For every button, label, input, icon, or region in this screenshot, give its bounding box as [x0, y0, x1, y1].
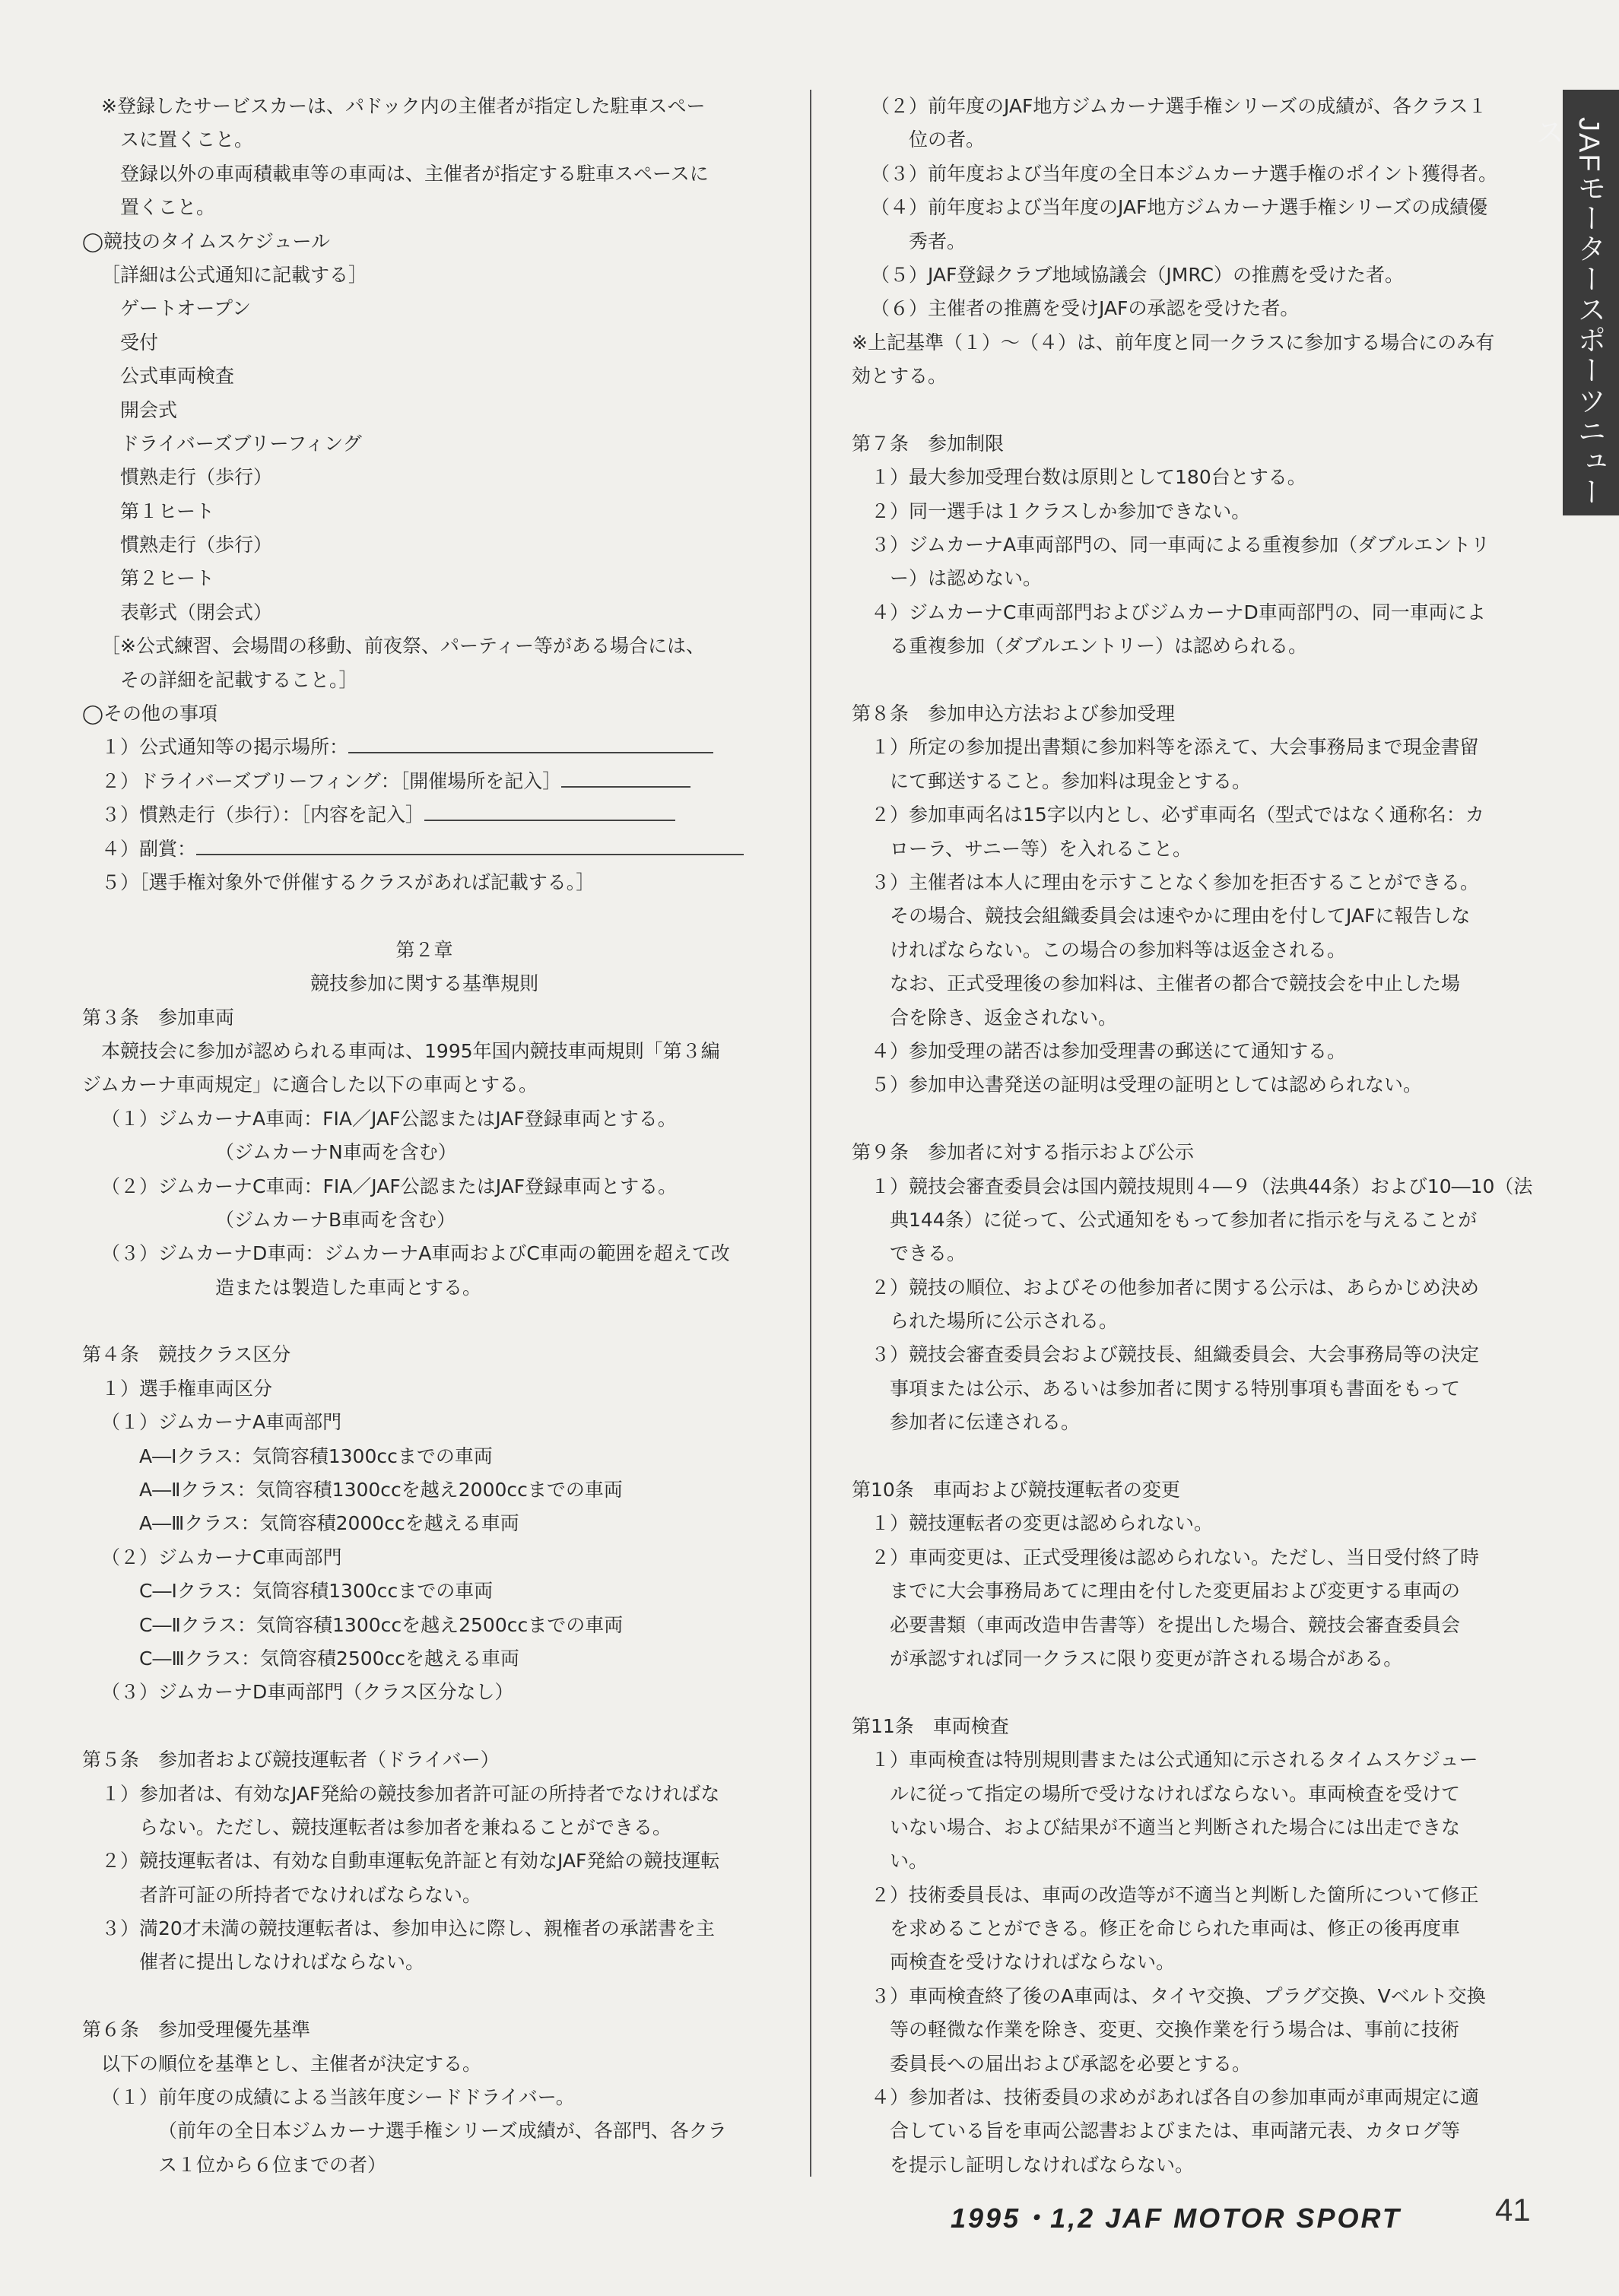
line-text: A―Ⅰクラス：気筒容積1300ccまでの車両 — [139, 1445, 493, 1467]
line-text: 第９条 参加者に対する指示および公示 — [852, 1141, 1195, 1164]
text-line — [82, 1507, 767, 1540]
text-line — [852, 697, 1529, 731]
line-text: ※上記基準（１）〜（４）は、前年度と同一クラスに参加する場合にのみ有 — [852, 331, 1495, 354]
line-text: 置くこと。 — [120, 196, 216, 219]
text-line — [82, 1372, 767, 1406]
text-line — [852, 562, 1529, 595]
blank-fill-line — [196, 832, 744, 855]
line-text: ［詳細は公式通知に記載する］ — [101, 263, 368, 286]
text-line — [82, 90, 767, 123]
text-line — [82, 461, 767, 494]
text-line — [82, 1575, 767, 1608]
line-text: られた場所に公示される。 — [890, 1310, 1119, 1333]
line-text: ［※公式練習、会場間の移動、前夜祭、パーティー等がある場合には、 — [101, 635, 705, 658]
text-line — [852, 1237, 1529, 1270]
paragraph-gap — [852, 1102, 1529, 1136]
line-text: いない場合、および結果が不適当と判断された場合には出走できな — [890, 1816, 1461, 1838]
line-text: （ジムカーナB車両を含む） — [215, 1208, 456, 1231]
line-text: 第８条 参加申込方法および参加受理 — [852, 702, 1176, 725]
line-text: （３）前年度および当年度の全日本ジムカーナ選手権のポイント獲得者。 — [871, 162, 1498, 185]
line-text: 本競技会に参加が認められる車両は、1995年国内競技車両規則「第３編 — [101, 1039, 720, 1062]
text-line — [852, 832, 1529, 866]
line-text: ２）ドライバーズブリーフィング：［開催場所を記入］ — [101, 769, 562, 792]
section-tab — [1531, 90, 1619, 515]
line-text: 位の者。 — [909, 128, 986, 151]
line-text: （３）ジムカーナD車両：ジムカーナA車両およびC車両の範囲を超えて改 — [101, 1242, 730, 1265]
text-line — [82, 562, 767, 595]
blank-fill-line — [348, 731, 713, 753]
line-text: い。 — [890, 1850, 929, 1873]
chapter-heading-line — [82, 934, 767, 967]
text-line — [852, 1980, 1529, 2013]
text-line — [852, 1305, 1529, 1338]
text-line — [82, 360, 767, 393]
line-text: １）選手権車両区分 — [101, 1377, 273, 1400]
text-line — [82, 1879, 767, 1912]
paragraph-gap — [82, 1305, 767, 1338]
line-text: １）公式通知等の掲示場所： — [101, 736, 349, 759]
line-text: 以下の順位を基準とし、主催者が決定する。 — [101, 2052, 482, 2075]
section-tab-label: JAFモータースポーツニュース — [1531, 117, 1605, 508]
text-line — [82, 1541, 767, 1575]
text-line — [852, 1473, 1529, 1507]
line-text: ２）競技の順位、およびその他参加者に関する公示は、あらかじめ決め — [871, 1276, 1480, 1299]
line-text: 等の軽微な作業を除き、変更、交換作業を行う場合は、事前に技術 — [890, 2019, 1460, 2041]
text-line — [852, 1068, 1529, 1102]
text-line — [852, 1507, 1529, 1540]
text-line — [852, 967, 1529, 1001]
text-line — [82, 427, 767, 461]
text-line — [82, 1811, 767, 1844]
paragraph-gap — [82, 1980, 767, 2013]
line-text: ２）同一選手は１クラスしか参加できない。 — [871, 499, 1251, 522]
line-text: 効とする。 — [852, 365, 948, 388]
line-text: A―Ⅲクラス：気筒容積2000ccを越える車両 — [139, 1512, 519, 1535]
line-text: ３）慣熟走行（歩行）：［内容を記入］ — [101, 804, 425, 826]
text-line — [852, 1271, 1529, 1305]
line-text: 競技参加に関する基準規則 — [310, 972, 538, 995]
text-line — [852, 123, 1529, 157]
text-line — [82, 1473, 767, 1507]
line-text: ジムカーナ車両規定」に適合した以下の車両とする。 — [82, 1073, 538, 1096]
text-line — [852, 1777, 1529, 1811]
text-line — [852, 157, 1529, 191]
text-line — [82, 1946, 767, 1979]
text-line — [82, 1440, 767, 1473]
line-text: （５）JAF登録クラブ地域協議会（JMRC）の推薦を受けた者。 — [871, 263, 1404, 286]
line-text: 慣熟走行（歩行） — [120, 466, 273, 489]
line-text: 受付 — [120, 331, 159, 354]
line-text: ス１位から６位までの者） — [158, 2153, 387, 2176]
line-text: （１）ジムカーナA車両部門 — [101, 1411, 342, 1434]
text-line — [852, 360, 1529, 393]
line-text: 登録以外の車両積載車等の車両は、主催者が指定する駐車スペースに — [120, 162, 709, 185]
text-line — [82, 629, 767, 663]
line-text: ローラ、サニー等）を入れること。 — [890, 837, 1192, 860]
text-line — [82, 292, 767, 325]
text-line — [852, 427, 1529, 461]
line-text: ゲートオープン — [120, 297, 252, 320]
line-text: 第10条 車両および競技運転者の変更 — [852, 1479, 1180, 1502]
line-text: ５）［選手権対象外で併催するクラスがあれば記載する。］ — [101, 871, 595, 893]
line-text: を提示し証明しなければならない。 — [890, 2153, 1195, 2176]
blank-fill-line — [424, 798, 675, 821]
column-divider — [810, 90, 811, 2177]
text-line — [852, 1035, 1529, 1068]
text-line — [82, 1743, 767, 1777]
line-text: 公式車両検査 — [120, 365, 235, 388]
line-text: なお、正式受理後の参加料は、主催者の都合で競技会を中止した場 — [890, 972, 1461, 995]
left-column — [82, 90, 767, 2182]
line-text: ３）ジムカーナA車両部門の、同一車両による重複参加（ダブルエントリ — [871, 534, 1490, 557]
line-text: １）所定の参加提出書類に参加料等を添えて、大会事務局まで現金書留 — [871, 736, 1479, 759]
text-line — [82, 2114, 767, 2148]
line-text: 造または製造した車両とする。 — [215, 1276, 482, 1299]
text-line — [82, 798, 767, 832]
line-text: ドライバーズブリーフィング — [120, 432, 362, 455]
text-line — [82, 731, 767, 764]
text-line — [852, 1372, 1529, 1406]
text-line — [82, 191, 767, 224]
text-line — [82, 394, 767, 427]
line-text: C―Ⅱクラス：気筒容積1300ccを越え2500ccまでの車両 — [139, 1613, 624, 1636]
paragraph-gap — [82, 899, 767, 933]
page-number: 41 — [1495, 2192, 1531, 2228]
text-line — [852, 1879, 1529, 1912]
text-line — [82, 1068, 767, 1102]
line-text: １）競技会審査委員会は国内競技規則４―９（法典44条）および10―10（法 — [871, 1175, 1533, 1197]
text-line — [852, 1203, 1529, 1237]
line-text: ４）参加受理の諾否は参加受理書の郵送にて通知する。 — [871, 1039, 1347, 1062]
line-text: ２）競技運転者は、有効な自動車運転免許証と有効なJAF発給の競技運転 — [101, 1850, 720, 1873]
text-line — [852, 1136, 1529, 1169]
text-line — [852, 1001, 1529, 1035]
line-text: 催者に提出しなければならない。 — [139, 1951, 425, 1974]
line-text: ルに従って指定の場所で受けなければならない。車両検査を受けて — [890, 1782, 1461, 1805]
line-text: 者許可証の所持者でなければならない。 — [139, 1883, 482, 1906]
line-text: １）車両検査は特別規則書または公式通知に示されるタイムスケジュー — [871, 1749, 1478, 1771]
line-text: 第７条 参加制限 — [852, 432, 1005, 455]
text-line — [852, 191, 1529, 224]
line-text: にて郵送すること。参加料は現金とする。 — [890, 769, 1252, 792]
text-line — [82, 1271, 767, 1305]
text-line — [852, 596, 1529, 629]
line-text: （ジムカーナN車両を含む） — [215, 1141, 457, 1164]
text-line — [852, 1609, 1529, 1642]
text-line — [852, 326, 1529, 360]
text-line — [82, 1777, 767, 1811]
line-text: 第２ヒート — [120, 567, 215, 590]
line-text: ４）副賞： — [101, 837, 197, 860]
line-text: １）競技運転者の変更は認められない。 — [871, 1512, 1214, 1535]
text-line — [82, 1642, 767, 1676]
text-line — [852, 1642, 1529, 1676]
line-text: 表彰式（閉会式） — [120, 601, 273, 623]
line-text: ３）満20才未満の競技運転者は、参加申込に際し、親権者の承諾書を主 — [101, 1917, 715, 1940]
line-text: その詳細を記載すること。］ — [120, 668, 358, 691]
paragraph-gap — [852, 1440, 1529, 1473]
text-line — [852, 258, 1529, 292]
text-line — [82, 495, 767, 528]
text-line — [82, 1338, 767, 1372]
blank-fill-line — [561, 765, 690, 788]
line-text: 慣熟走行（歩行） — [120, 534, 273, 557]
text-line — [852, 225, 1529, 258]
text-line — [82, 1001, 767, 1035]
line-text: ３）主催者は本人に理由を示すことなく参加を拒否することができる。 — [871, 871, 1480, 893]
paragraph-gap — [852, 1676, 1529, 1709]
line-text: 第１ヒート — [120, 499, 215, 522]
text-line — [82, 2149, 767, 2182]
line-text: C―Ⅰクラス：気筒容積1300ccまでの車両 — [139, 1580, 494, 1603]
line-text: を求めることができる。修正を命じられた車両は、修正の後再度車 — [890, 1917, 1461, 1940]
line-text: る重複参加（ダブルエントリー）は認められる。 — [890, 635, 1308, 658]
line-text: 秀者。 — [909, 230, 967, 252]
text-line — [852, 1811, 1529, 1844]
text-line — [82, 1102, 767, 1136]
text-line — [82, 1844, 767, 1878]
text-line — [852, 899, 1529, 933]
line-text: 第３条 参加車両 — [82, 1006, 235, 1029]
line-text: A―Ⅱクラス：気筒容積1300ccを越え2000ccまでの車両 — [139, 1479, 623, 1502]
chapter-heading-line — [82, 967, 767, 1001]
line-text: ※登録したサービスカーは、パドック内の主催者が指定した駐車スペー — [101, 95, 706, 117]
line-text: ◯その他の事項 — [82, 702, 217, 725]
text-line — [852, 1575, 1529, 1608]
text-line — [82, 157, 767, 191]
text-line — [82, 1912, 767, 1946]
line-text: その場合、競技会組織委員会は速やかに理由を付してJAFに報告しな — [890, 905, 1471, 928]
text-line — [82, 1406, 767, 1439]
line-text: １）参加者は、有効なJAF発給の競技参加者許可証の所持者でなければな — [101, 1782, 720, 1805]
text-line — [852, 90, 1529, 123]
text-line — [852, 629, 1529, 663]
text-line — [852, 1844, 1529, 1878]
text-line — [852, 1743, 1529, 1777]
text-line — [852, 1170, 1533, 1203]
line-text: （６）主催者の推薦を受けJAFの承認を受けた者。 — [871, 297, 1300, 320]
text-line — [82, 123, 767, 157]
text-line — [852, 1946, 1529, 1979]
line-text: 合している旨を車両公認書およびまたは、車両諸元表、カタログ等 — [890, 2120, 1461, 2142]
line-text: （３）ジムカーナD車両部門（クラス区分なし） — [101, 1681, 514, 1704]
line-text: ２）参加車両名は15字以内とし、必ず車両名（型式ではなく通称名：カ — [871, 804, 1484, 826]
text-line — [852, 292, 1529, 325]
line-text: 第５条 参加者および競技運転者（ドライバー） — [82, 1749, 500, 1771]
text-line — [82, 1203, 767, 1237]
text-line — [852, 528, 1529, 562]
line-text: 参加者に伝達される。 — [890, 1411, 1081, 1434]
line-text: ３）車両検査終了後のA車両は、タイヤ交換、プラグ交換、Vベルト交換 — [871, 1984, 1486, 2007]
text-line — [82, 697, 767, 731]
text-line — [852, 866, 1529, 899]
line-text: ２）車両変更は、正式受理後は認められない。ただし、当日受付終了時 — [871, 1546, 1480, 1568]
text-line — [852, 2114, 1529, 2148]
line-text: （前年の全日本ジムカーナ選手権シリーズ成績が、各部門、各クラ — [158, 2120, 727, 2142]
line-text: （４）前年度および当年度のJAF地方ジムカーナ選手権シリーズの成績優 — [871, 196, 1488, 219]
text-line — [852, 461, 1529, 494]
text-line — [852, 2047, 1529, 2081]
text-line — [82, 1035, 767, 1068]
magazine-footer: 1995・1,2 JAF MOTOR SPORT — [951, 2202, 1402, 2234]
text-line — [82, 1237, 767, 1270]
line-text: ３）競技会審査委員会および競技長、組織委員会、大会事務局等の決定 — [871, 1343, 1480, 1366]
text-line — [82, 1136, 767, 1169]
line-text: ◯競技のタイムスケジュール — [82, 230, 330, 252]
paragraph-gap — [852, 664, 1529, 697]
line-text: （１）前年度の成績による当該年度シードドライバー。 — [101, 2086, 575, 2109]
line-text: 典144条）に従って、公式通知をもって参加者に指示を与えることが — [890, 1208, 1478, 1231]
text-line — [82, 528, 767, 562]
text-line — [82, 1676, 767, 1709]
line-text: ５）参加申込書発送の証明は受理の証明としては認められない。 — [871, 1073, 1423, 1096]
line-text: ４）ジムカーナC車両部門およびジムカーナD車両部門の、同一車両によ — [871, 601, 1486, 623]
text-line — [852, 495, 1529, 528]
line-text: ４）参加者は、技術委員の求めがあれば各自の参加車両が車両規定に適 — [871, 2086, 1480, 2109]
text-line — [852, 1710, 1529, 1743]
line-text: （２）前年度のJAF地方ジムカーナ選手権シリーズの成績が、各クラス１ — [871, 95, 1487, 117]
text-line — [82, 832, 767, 866]
line-text: らない。ただし、競技運転者は参加者を兼ねることができる。 — [139, 1816, 672, 1838]
text-line — [82, 1170, 767, 1203]
paragraph-gap — [852, 394, 1529, 427]
text-line — [852, 1338, 1529, 1372]
right-column — [852, 90, 1533, 2182]
line-text: スに置くこと。 — [120, 128, 254, 151]
text-line — [852, 731, 1529, 764]
text-line — [82, 2081, 767, 2114]
paragraph-gap — [82, 1710, 767, 1743]
line-text: が承認すれば同一クラスに限り変更が許される場合がある。 — [890, 1647, 1403, 1670]
line-text: ければならない。この場合の参加料等は返金される。 — [890, 938, 1347, 961]
line-text: ー）は認めない。 — [890, 567, 1043, 590]
text-line — [852, 2149, 1529, 2182]
text-line — [852, 798, 1529, 832]
line-text: 第11条 車両検査 — [852, 1714, 1009, 1737]
line-text: ２）技術委員長は、車両の改造等が不適当と判断した箇所について修正 — [871, 1883, 1479, 1906]
line-text: C―Ⅲクラス：気筒容積2500ccを越える車両 — [139, 1647, 520, 1670]
line-text: までに大会事務局あてに理由を付した変更届および変更する車両の — [890, 1580, 1461, 1603]
line-text: （２）ジムカーナC車両部門 — [101, 1546, 342, 1568]
line-text: 事項または公示、あるいは参加者に関する特別事項も書面をもって — [890, 1377, 1461, 1400]
text-line — [82, 596, 767, 629]
text-line — [852, 1406, 1529, 1439]
line-text: 開会式 — [120, 398, 178, 421]
line-text: 両検査を受けなければならない。 — [890, 1951, 1176, 1974]
text-line — [852, 765, 1529, 798]
text-line — [852, 2081, 1529, 2114]
text-line — [82, 326, 767, 360]
line-text: 第６条 参加受理優先基準 — [82, 2019, 311, 2041]
text-line — [82, 765, 767, 798]
text-line — [82, 225, 767, 258]
line-text: 第４条 競技クラス区分 — [82, 1343, 291, 1366]
text-line — [852, 934, 1529, 967]
text-line — [82, 258, 767, 292]
line-text: できる。 — [890, 1242, 967, 1265]
line-text: 合を除き、返金されない。 — [890, 1006, 1118, 1029]
text-line — [852, 1912, 1529, 1946]
text-line — [82, 664, 767, 697]
line-text: 委員長への届出および承認を必要とする。 — [890, 2052, 1252, 2075]
line-text: （１）ジムカーナA車両：FIA／JAF公認またはJAF登録車両とする。 — [101, 1107, 677, 1130]
text-line — [82, 2047, 767, 2081]
text-line — [82, 1609, 767, 1642]
line-text: （２）ジムカーナC車両：FIA／JAF公認またはJAF登録車両とする。 — [101, 1175, 678, 1197]
text-line — [852, 2013, 1529, 2047]
line-text: １）最大参加受理台数は原則として180台とする。 — [871, 466, 1306, 489]
text-line — [852, 1541, 1529, 1575]
line-text: 第２章 — [395, 938, 453, 961]
text-line — [82, 2013, 767, 2047]
line-text: 必要書類（車両改造申告書等）を提出した場合、競技会審査委員会 — [890, 1613, 1461, 1636]
text-line — [82, 866, 767, 899]
